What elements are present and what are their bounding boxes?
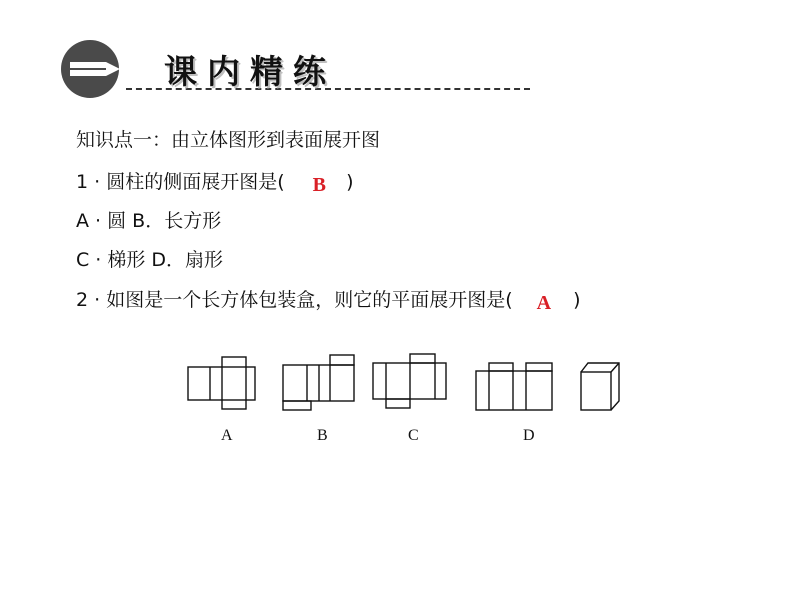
figure-label-d: D bbox=[523, 427, 535, 444]
question-1-options-a-b: A · 圆 B．长方形 bbox=[76, 210, 222, 232]
question-1 bbox=[76, 170, 353, 194]
question-2-close: ) bbox=[573, 289, 581, 311]
section-heading: 知识点一：由立体图形到表面展开图 bbox=[76, 129, 381, 151]
question-1-close: ) bbox=[346, 171, 354, 193]
figure-label-a: A bbox=[221, 427, 233, 444]
page-title: 课内精练 bbox=[164, 52, 336, 91]
nets-figure bbox=[180, 350, 640, 420]
figure-label-c: C bbox=[408, 427, 419, 444]
net-d bbox=[476, 363, 552, 410]
net-a bbox=[188, 357, 255, 409]
question-1-options-c-d: C · 梯形 D．扇形 bbox=[76, 249, 224, 271]
net-c bbox=[373, 354, 446, 408]
box-3d bbox=[581, 363, 619, 410]
question-2 bbox=[76, 288, 581, 312]
question-1-answer: B bbox=[312, 174, 327, 196]
net-b bbox=[283, 355, 354, 410]
question-2-answer: A bbox=[536, 292, 552, 314]
section-header bbox=[60, 38, 540, 100]
question-1-stem: 1 · 圆柱的侧面展开图是( bbox=[76, 171, 285, 193]
figure-label-b: B bbox=[317, 427, 328, 444]
question-2-stem: 2 · 如图是一个长方体包装盒，则它的平面展开图是( bbox=[76, 289, 513, 311]
